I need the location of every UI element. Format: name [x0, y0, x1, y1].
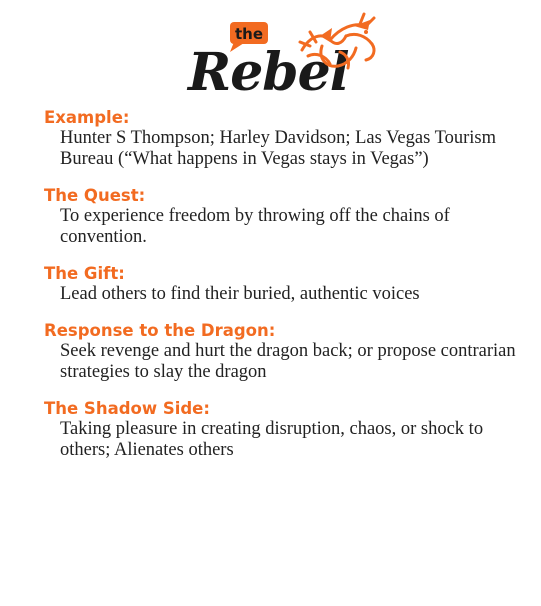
section-heading: Example: — [44, 108, 130, 127]
section-body: Taking pleasure in creating disruption, chaos, or shock to others; Alienates others — [60, 419, 484, 460]
section-response-to-dragon — [44, 321, 524, 383]
section-gift — [44, 264, 524, 305]
logo-small-word: the — [234, 25, 264, 43]
section-body: To experience freedom by throwing off the chains of convention. — [60, 206, 450, 247]
section-heading: The Gift: — [44, 264, 125, 283]
section-body: Hunter S Thompson; Harley Davidson; Las Vegas Tourism Bureau (“What happens in Vegas stays in Vegas”) — [60, 128, 496, 169]
section-body: Lead others to find their buried, authentic voices — [60, 284, 420, 304]
logo-big-word: Rebel — [188, 42, 349, 103]
section-heading: The Quest: — [44, 186, 146, 205]
section-quest — [44, 186, 524, 248]
section-heading: Response to the Dragon: — [44, 321, 276, 340]
rebel-logo-art — [170, 6, 390, 110]
archetype-details — [44, 108, 524, 477]
rebel-logo — [170, 6, 390, 110]
section-body: Seek revenge and hurt the dragon back; or propose contrarian strategies to slay the dragon — [60, 341, 516, 382]
section-heading: The Shadow Side: — [44, 399, 210, 418]
section-shadow-side — [44, 399, 524, 461]
section-example — [44, 108, 524, 170]
